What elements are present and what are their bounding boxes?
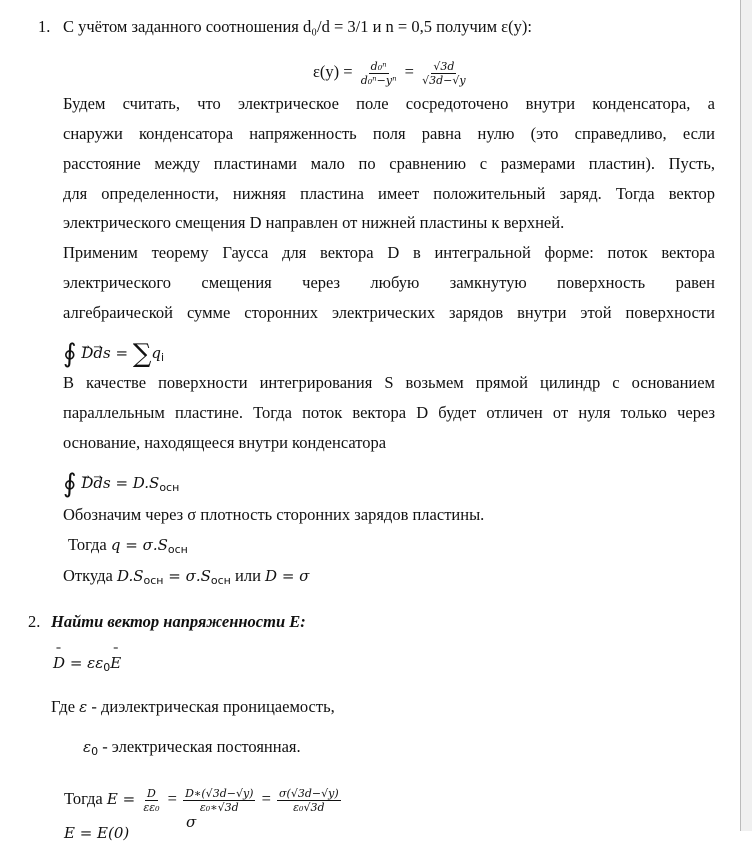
paragraph-line: алгебраической сумме сторонних электрических зарядов внутри этой поверхности xyxy=(63,303,715,322)
e-formula-line: Тогда E = $\frac{D}{\text{εε₀}}$ = $\frac{D∗(√3d-√y)}{\text{ε₀∗√3d}}$ = $\frac{\sigma(√3d-√y)}{\text{ε₀√3d}}$ xyxy=(64,786,339,814)
from-line: Откуда $D.S_{осн} = \sigma.S_{осн}$ или D = σ xyxy=(63,566,310,587)
cut-off-line: E = E(0) xyxy=(64,824,130,842)
eps0-line: $\varepsilon_0$ - электрическая постоянная. xyxy=(83,737,301,758)
sigma-symbol: σ xyxy=(186,813,197,831)
sigma-line: Обозначим через σ плотность сторонних зарядов пластины. xyxy=(63,505,485,524)
paragraph-line: снаружи конденсатора напряженность поля равна нулю (это справедливо, если xyxy=(63,124,715,143)
paragraph-line: основание, находящееся внутри конденсатора xyxy=(63,433,387,452)
paragraph-line: параллельным пластине. Тогда поток вектора D будет отличен от нуля только через xyxy=(63,403,715,422)
paragraph-line: расстояние между пластинами мало по сравнению с размерами пластин). Пусть, xyxy=(63,154,715,173)
paragraph-line: Применим теорему Гаусса для вектора D в интегральной форме: поток вектора xyxy=(63,243,715,262)
fraction: $\frac{\text{d₀ⁿ}}{\text{d₀ⁿ−yⁿ}}$ xyxy=(360,59,397,87)
q-line: Тогда $q = \sigma.S_{осн}$ xyxy=(68,535,188,556)
gauss-formula-2: ∮ → D→ ds = $D.S_{осн}$ xyxy=(63,468,179,503)
section-heading: Найти вектор напряженности E: xyxy=(51,612,306,631)
paragraph-line: В качестве поверхности интегрирования S возьмем прямой цилиндр с основанием xyxy=(63,373,715,392)
paragraph-line: Будем считать, что электрическое поле сосредоточено внутри конденсатора, а xyxy=(63,94,715,113)
paragraph-line: электрического смещения через любую замкнутую поверхность равен xyxy=(63,273,715,292)
list-number-2: 2. xyxy=(28,612,41,631)
d-formula: ¯ $D = \varepsilon\varepsilon_0¯$ E xyxy=(53,653,121,678)
list-number-1: 1. xyxy=(38,17,51,36)
where-line: Где ε - диэлектрическая проницаемость, xyxy=(51,697,335,716)
paragraph-line: для определенности, нижняя пластина имеет положительный заряд. Тогда вектор xyxy=(63,184,715,203)
intro-text: С учётом заданного соотношения d₀/d = 3/1 и n = 0,5 получим ε(y): xyxy=(63,17,532,36)
fraction: $\frac{√3d}{√3d-√y}$ xyxy=(422,59,466,87)
gauss-formula: ∮ → D→ ds = $\sum q_i$ xyxy=(63,338,164,373)
paragraph-line: электрического смещения D направлен от нижней пластины к верхней. xyxy=(63,213,565,232)
page-margin xyxy=(741,0,752,831)
eps-formula: ε(y) = $\frac{\text{d₀ⁿ}}{\text{d₀ⁿ−yⁿ}}$ = $\frac{√3d}{√3d-√y}$ xyxy=(313,59,466,87)
page-edge xyxy=(740,0,741,831)
